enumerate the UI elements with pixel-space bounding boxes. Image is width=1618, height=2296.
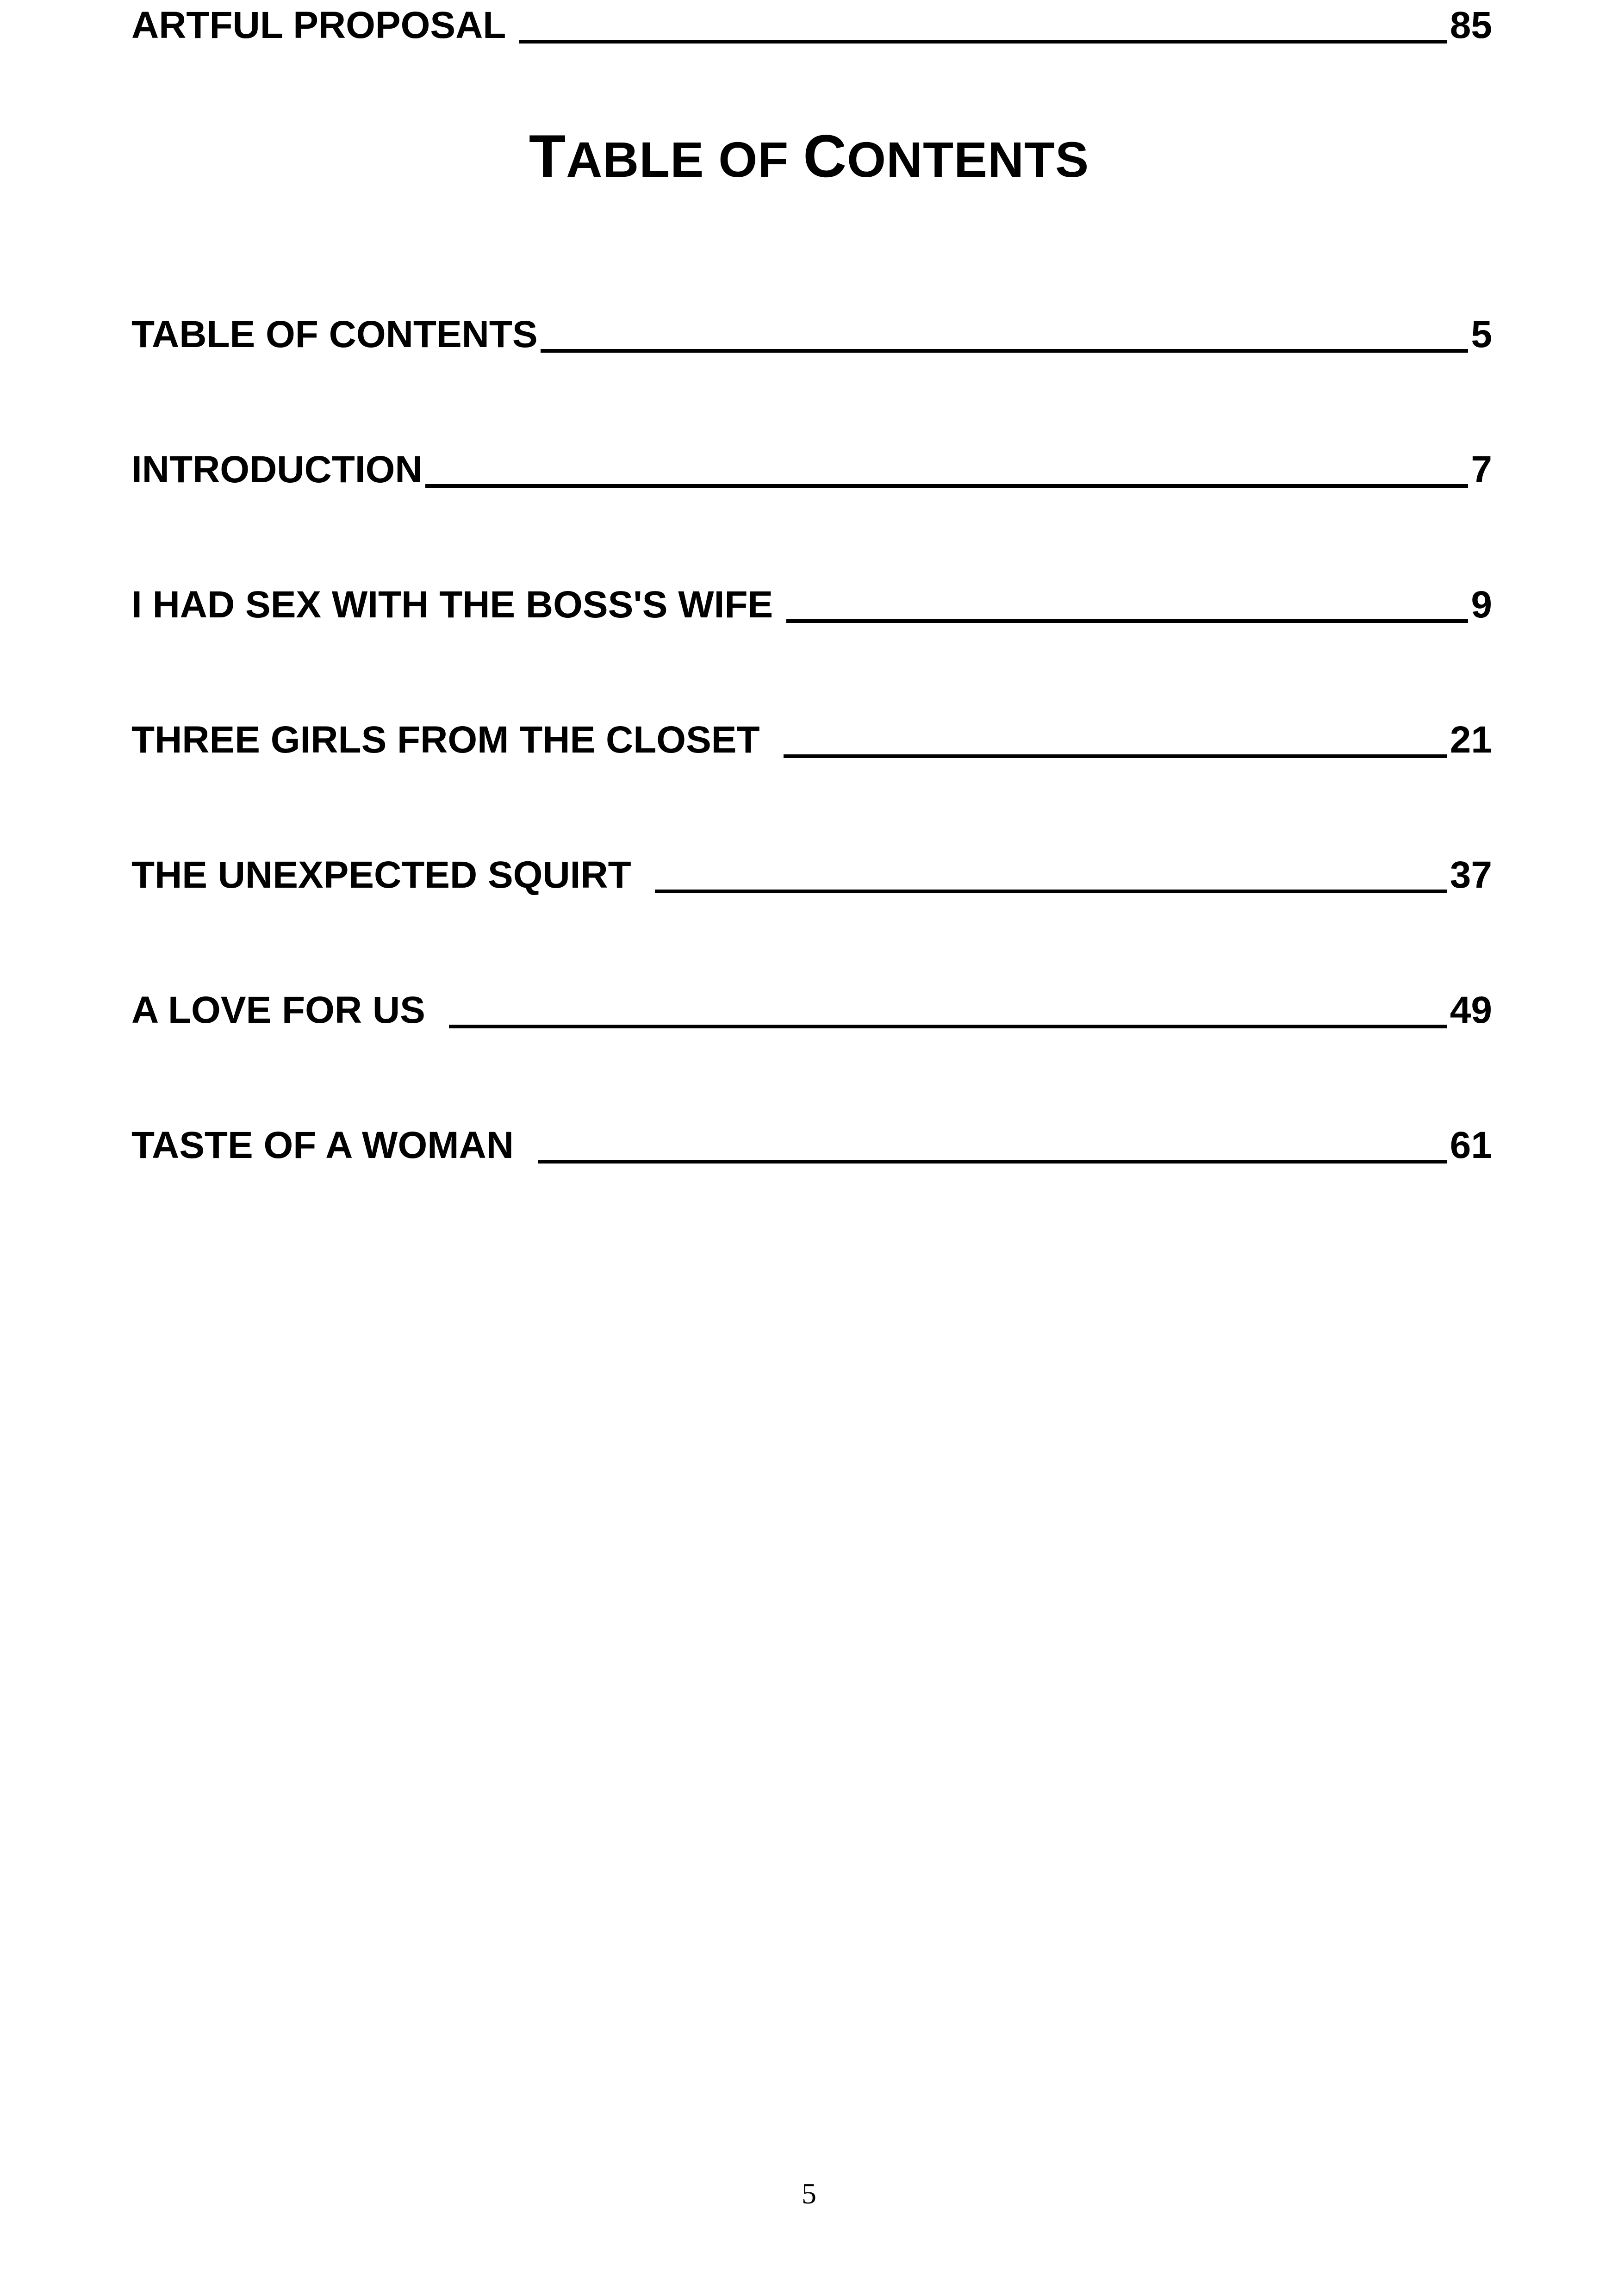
toc-entry-page: 21 (1450, 719, 1492, 761)
page-number: 5 (802, 2177, 816, 2210)
toc-entry-page: 61 (1450, 1124, 1492, 1166)
toc-leader-line (449, 1025, 1447, 1028)
toc-entry-page: 49 (1450, 989, 1492, 1031)
toc-leader-line (786, 619, 1468, 623)
toc-entry-introduction[interactable] (131, 444, 1492, 495)
toc-leader-line (538, 1160, 1447, 1164)
toc-entry-page: 7 (1471, 448, 1492, 491)
toc-entry-label: I HAD SEX WITH THE BOSS'S WIFE (131, 584, 784, 626)
toc-entry-chapter-6[interactable] (131, 0, 1492, 51)
toc-entry-label: TASTE OF A WOMAN (131, 1124, 535, 1166)
title-rest-ontents: ONTENTS (847, 131, 1089, 187)
toc-entry-table-of-contents[interactable] (131, 309, 1492, 360)
toc-leader-line (425, 484, 1469, 488)
toc-entry-label: INTRODUCTION (131, 448, 423, 491)
toc-entry-page: 5 (1471, 313, 1492, 355)
toc-entry-label: A LOVE FOR US (131, 989, 447, 1031)
toc-entry-chapter-5[interactable] (131, 1120, 1492, 1171)
toc-entry-label: THREE GIRLS FROM THE CLOSET (131, 719, 781, 761)
toc-entry-label: ARTFUL PROPOSAL (131, 4, 516, 46)
toc-entry-chapter-1[interactable] (131, 579, 1492, 630)
toc-entry-page: 9 (1471, 584, 1492, 626)
title-initial-t: T (529, 122, 566, 190)
toc-leader-line (541, 349, 1469, 353)
toc-entry-label: TABLE OF CONTENTS (131, 313, 538, 355)
page-title (0, 121, 1618, 194)
toc-entry-chapter-4[interactable] (131, 985, 1492, 1036)
toc-entry-chapter-3[interactable] (131, 850, 1492, 901)
title-rest-able-of: ABLE OF (566, 131, 803, 187)
toc-leader-line (784, 754, 1447, 758)
title-initial-c: C (803, 122, 847, 190)
toc-leader-line (519, 40, 1447, 44)
toc-entry-chapter-2[interactable] (131, 715, 1492, 765)
toc-leader-line (655, 890, 1447, 893)
toc-entry-page: 85 (1450, 4, 1492, 46)
toc-entry-label: THE UNEXPECTED SQUIRT (131, 854, 653, 896)
toc-entry-page: 37 (1450, 854, 1492, 896)
